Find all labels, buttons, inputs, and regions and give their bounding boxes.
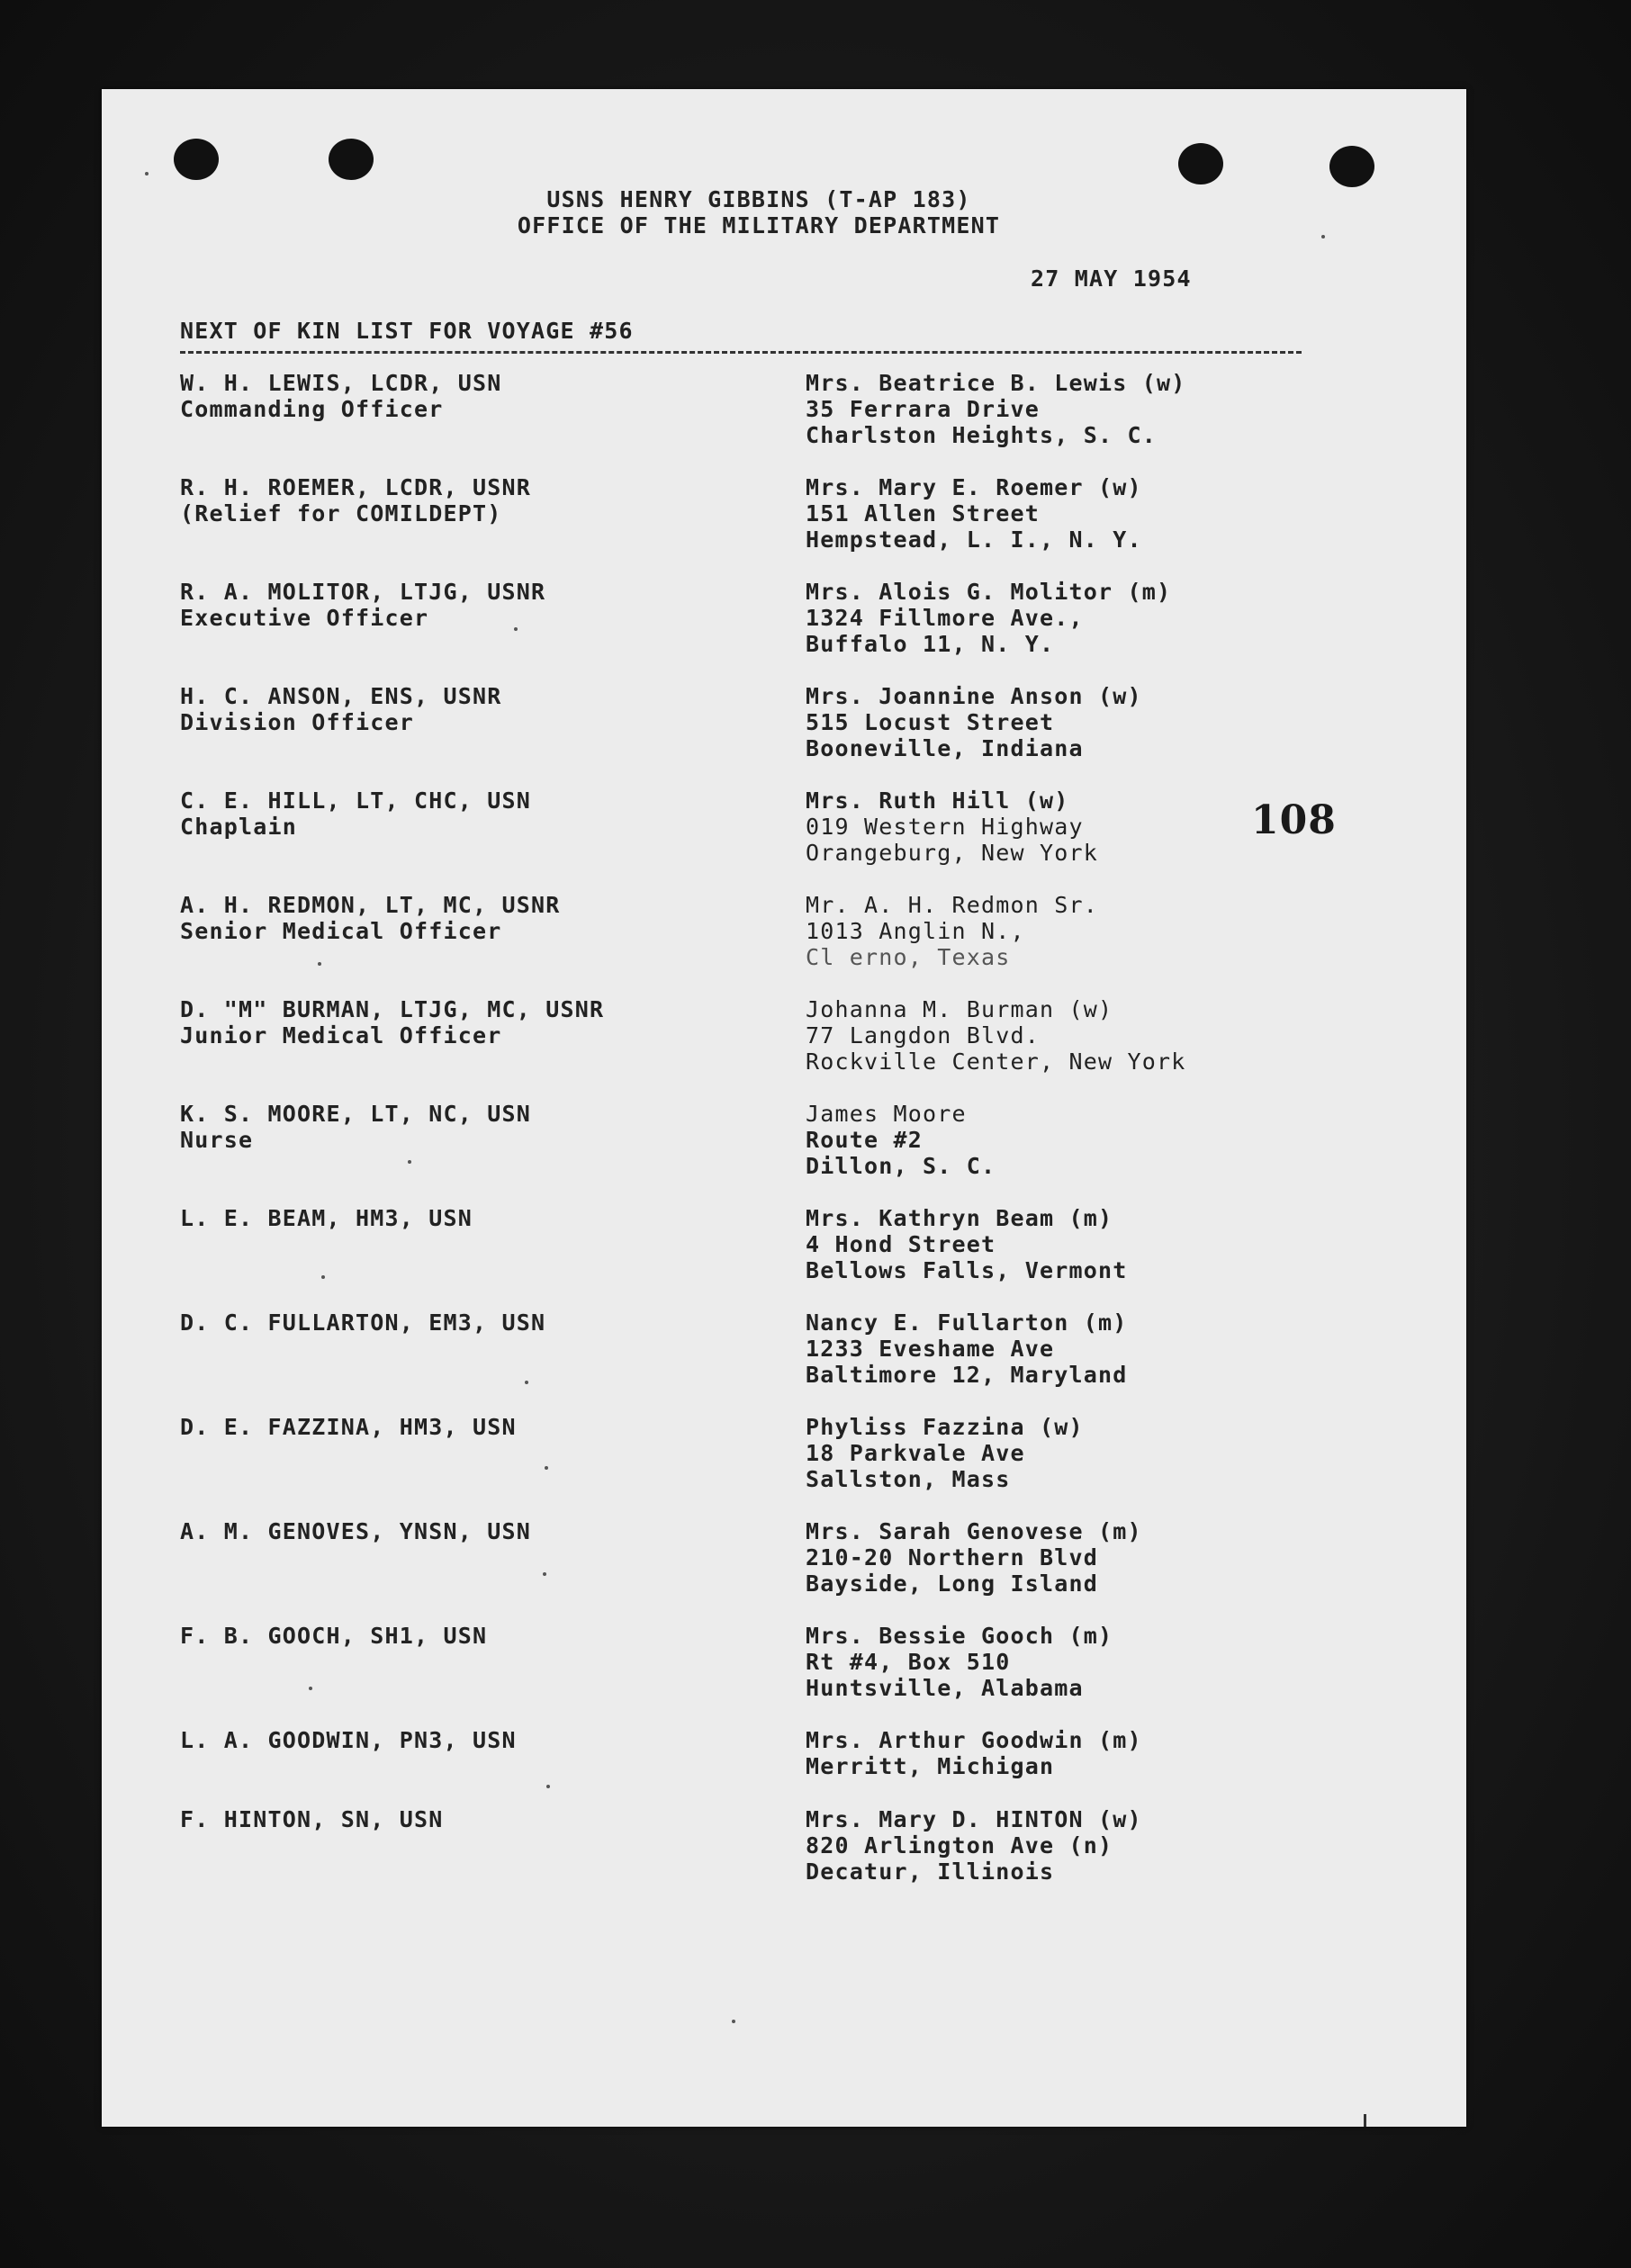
entry-officer	[180, 1518, 531, 1544]
entry-kin	[806, 370, 1186, 448]
kin-line: Sallston, Mass	[806, 1466, 1011, 1492]
officer-role: Junior Medical Officer	[180, 1022, 502, 1048]
officer-role: Nurse	[180, 1127, 254, 1153]
speck	[546, 1785, 550, 1788]
kin-line: Phyliss Fazzina (w)	[806, 1414, 1084, 1440]
kin-line: Mrs. Mary E. Roemer (w)	[806, 474, 1142, 500]
officer-name: R. H. ROEMER, LCDR, USNR	[180, 474, 532, 500]
entry-officer	[180, 1101, 531, 1153]
kin-line: Decatur, Illinois	[806, 1858, 1055, 1885]
officer-role: Division Officer	[180, 709, 415, 735]
officer-role: Chaplain	[180, 814, 298, 840]
entry-kin	[806, 474, 1142, 553]
speck	[321, 1275, 325, 1279]
kin-line: Huntsville, Alabama	[806, 1675, 1084, 1701]
officer-name: F. B. GOOCH, SH1, USN	[180, 1623, 488, 1649]
entry-kin	[806, 1414, 1084, 1492]
officer-name: W. H. LEWIS, LCDR, USN	[180, 370, 502, 396]
entry-kin	[806, 1518, 1142, 1597]
kin-line: Cl erno, Texas	[806, 944, 1011, 970]
kin-line: 210-20 Northern Blvd	[806, 1544, 1099, 1570]
kin-line: 4 Hond Street	[806, 1231, 996, 1257]
kin-line: Mrs. Beatrice B. Lewis (w)	[806, 370, 1186, 396]
officer-name: A. M. GENOVES, YNSN, USN	[180, 1518, 532, 1544]
entry-kin	[806, 1205, 1128, 1283]
officer-name: F. HINTON, SN, USN	[180, 1806, 444, 1832]
entry-officer	[180, 1727, 517, 1753]
officer-name: L. E. BEAM, HM3, USN	[180, 1205, 473, 1231]
kin-line: Rt #4, Box 510	[806, 1649, 1011, 1675]
dashed-separator	[180, 351, 1302, 354]
officer-role: (Relief for COMILDEPT)	[180, 500, 502, 526]
kin-line: 515 Locust Street	[806, 709, 1055, 735]
officer-name: D. "M" BURMAN, LTJG, MC, USNR	[180, 996, 605, 1022]
kin-line: Merritt, Michigan	[806, 1753, 1055, 1779]
officer-name: C. E. HILL, LT, CHC, USN	[180, 788, 532, 814]
speck	[318, 962, 321, 966]
kin-line: 18 Parkvale Ave	[806, 1440, 1025, 1466]
kin-line: Mrs. Ruth Hill (w)	[806, 788, 1069, 814]
kin-line: 820 Arlington Ave (n)	[806, 1832, 1113, 1858]
entry-kin	[806, 788, 1098, 866]
kin-line: Mrs. Sarah Genovese (m)	[806, 1518, 1142, 1544]
entry-officer	[180, 1414, 517, 1440]
entry-officer	[180, 996, 604, 1048]
kin-line: Mrs. Kathryn Beam (m)	[806, 1205, 1113, 1231]
officer-name: K. S. MOORE, LT, NC, USN	[180, 1101, 532, 1127]
entry-officer	[180, 370, 502, 422]
punch-hole	[329, 139, 374, 180]
kin-line: Route #2	[806, 1127, 924, 1153]
kin-line: Mrs. Alois G. Molitor (m)	[806, 579, 1172, 605]
entry-officer	[180, 1806, 444, 1832]
speck	[732, 2020, 735, 2023]
kin-line: Mrs. Arthur Goodwin (m)	[806, 1727, 1142, 1753]
kin-line: Bayside, Long Island	[806, 1570, 1099, 1597]
entry-officer	[180, 683, 502, 735]
kin-line: 019 Western Highway	[806, 814, 1084, 840]
officer-name: A. H. REDMON, LT, MC, USNR	[180, 892, 561, 918]
kin-line: Hempstead, L. I., N. Y.	[806, 526, 1142, 553]
kin-line: Rockville Center, New York	[806, 1048, 1186, 1075]
document-date: 27 MAY 1954	[1031, 266, 1192, 292]
speck	[525, 1381, 528, 1384]
entry-officer	[180, 474, 531, 526]
punch-hole	[1329, 146, 1374, 187]
kin-line: Bellows Falls, Vermont	[806, 1257, 1128, 1283]
kin-line: Mrs. Bessie Gooch (m)	[806, 1623, 1113, 1649]
entry-kin	[806, 579, 1171, 657]
speck	[145, 172, 149, 176]
kin-line: Orangeburg, New York	[806, 840, 1099, 866]
officer-name: H. C. ANSON, ENS, USNR	[180, 683, 502, 709]
entry-kin	[806, 1727, 1142, 1779]
entry-kin	[806, 1101, 996, 1179]
kin-line: 77 Langdon Blvd.	[806, 1022, 1041, 1048]
entry-officer	[180, 1310, 545, 1336]
document-page	[102, 89, 1466, 2127]
entry-kin	[806, 996, 1186, 1075]
officer-name: D. E. FAZZINA, HM3, USN	[180, 1414, 517, 1440]
kin-line: 35 Ferrara Drive	[806, 396, 1041, 422]
kin-line: Booneville, Indiana	[806, 735, 1084, 761]
entry-officer	[180, 1623, 487, 1649]
kin-line: Dillon, S. C.	[806, 1153, 996, 1179]
ship-name: USNS HENRY GIBBINS (T-AP 183)	[546, 186, 971, 212]
kin-line: Johanna M. Burman (w)	[806, 996, 1113, 1022]
edge-mark	[1364, 2114, 1366, 2127]
officer-role: Senior Medical Officer	[180, 918, 502, 944]
list-title: NEXT OF KIN LIST FOR VOYAGE #56	[180, 318, 634, 344]
speck	[545, 1466, 548, 1470]
officer-role: Executive Officer	[180, 605, 429, 631]
kin-line: Baltimore 12, Maryland	[806, 1362, 1128, 1388]
entry-officer	[180, 1205, 473, 1231]
entry-kin	[806, 892, 1098, 970]
kin-line: Buffalo 11, N. Y.	[806, 631, 1055, 657]
kin-line: 1324 Fillmore Ave.,	[806, 605, 1084, 631]
officer-name: D. C. FULLARTON, EM3, USN	[180, 1310, 546, 1336]
entry-kin	[806, 1806, 1142, 1885]
punch-hole	[174, 139, 219, 180]
officer-name: L. A. GOODWIN, PN3, USN	[180, 1727, 517, 1753]
punch-hole	[1178, 143, 1223, 184]
speck	[408, 1160, 411, 1164]
page-number: 108	[1251, 797, 1337, 843]
entry-officer	[180, 892, 561, 944]
speck	[1321, 235, 1325, 238]
entry-officer	[180, 788, 531, 840]
kin-line: Mr. A. H. Redmon Sr.	[806, 892, 1099, 918]
officer-name: R. A. MOLITOR, LTJG, USNR	[180, 579, 546, 605]
officer-role: Commanding Officer	[180, 396, 444, 422]
kin-line: Charlston Heights, S. C.	[806, 422, 1158, 448]
office-name: OFFICE OF THE MILITARY DEPARTMENT	[517, 212, 1001, 238]
entry-kin	[806, 1623, 1113, 1701]
kin-line: Mrs. Mary D. HINTON (w)	[806, 1806, 1142, 1832]
kin-line: 1233 Eveshame Ave	[806, 1336, 1055, 1362]
speck	[309, 1687, 312, 1690]
kin-line: 1013 Anglin N.,	[806, 918, 1025, 944]
kin-line: Mrs. Joannine Anson (w)	[806, 683, 1142, 709]
speck	[543, 1572, 546, 1576]
entry-kin	[806, 1310, 1128, 1388]
kin-line: Nancy E. Fullarton (m)	[806, 1310, 1128, 1336]
kin-line: James Moore	[806, 1101, 967, 1127]
kin-line: 151 Allen Street	[806, 500, 1041, 526]
entry-officer	[180, 579, 545, 631]
entry-kin	[806, 683, 1142, 761]
